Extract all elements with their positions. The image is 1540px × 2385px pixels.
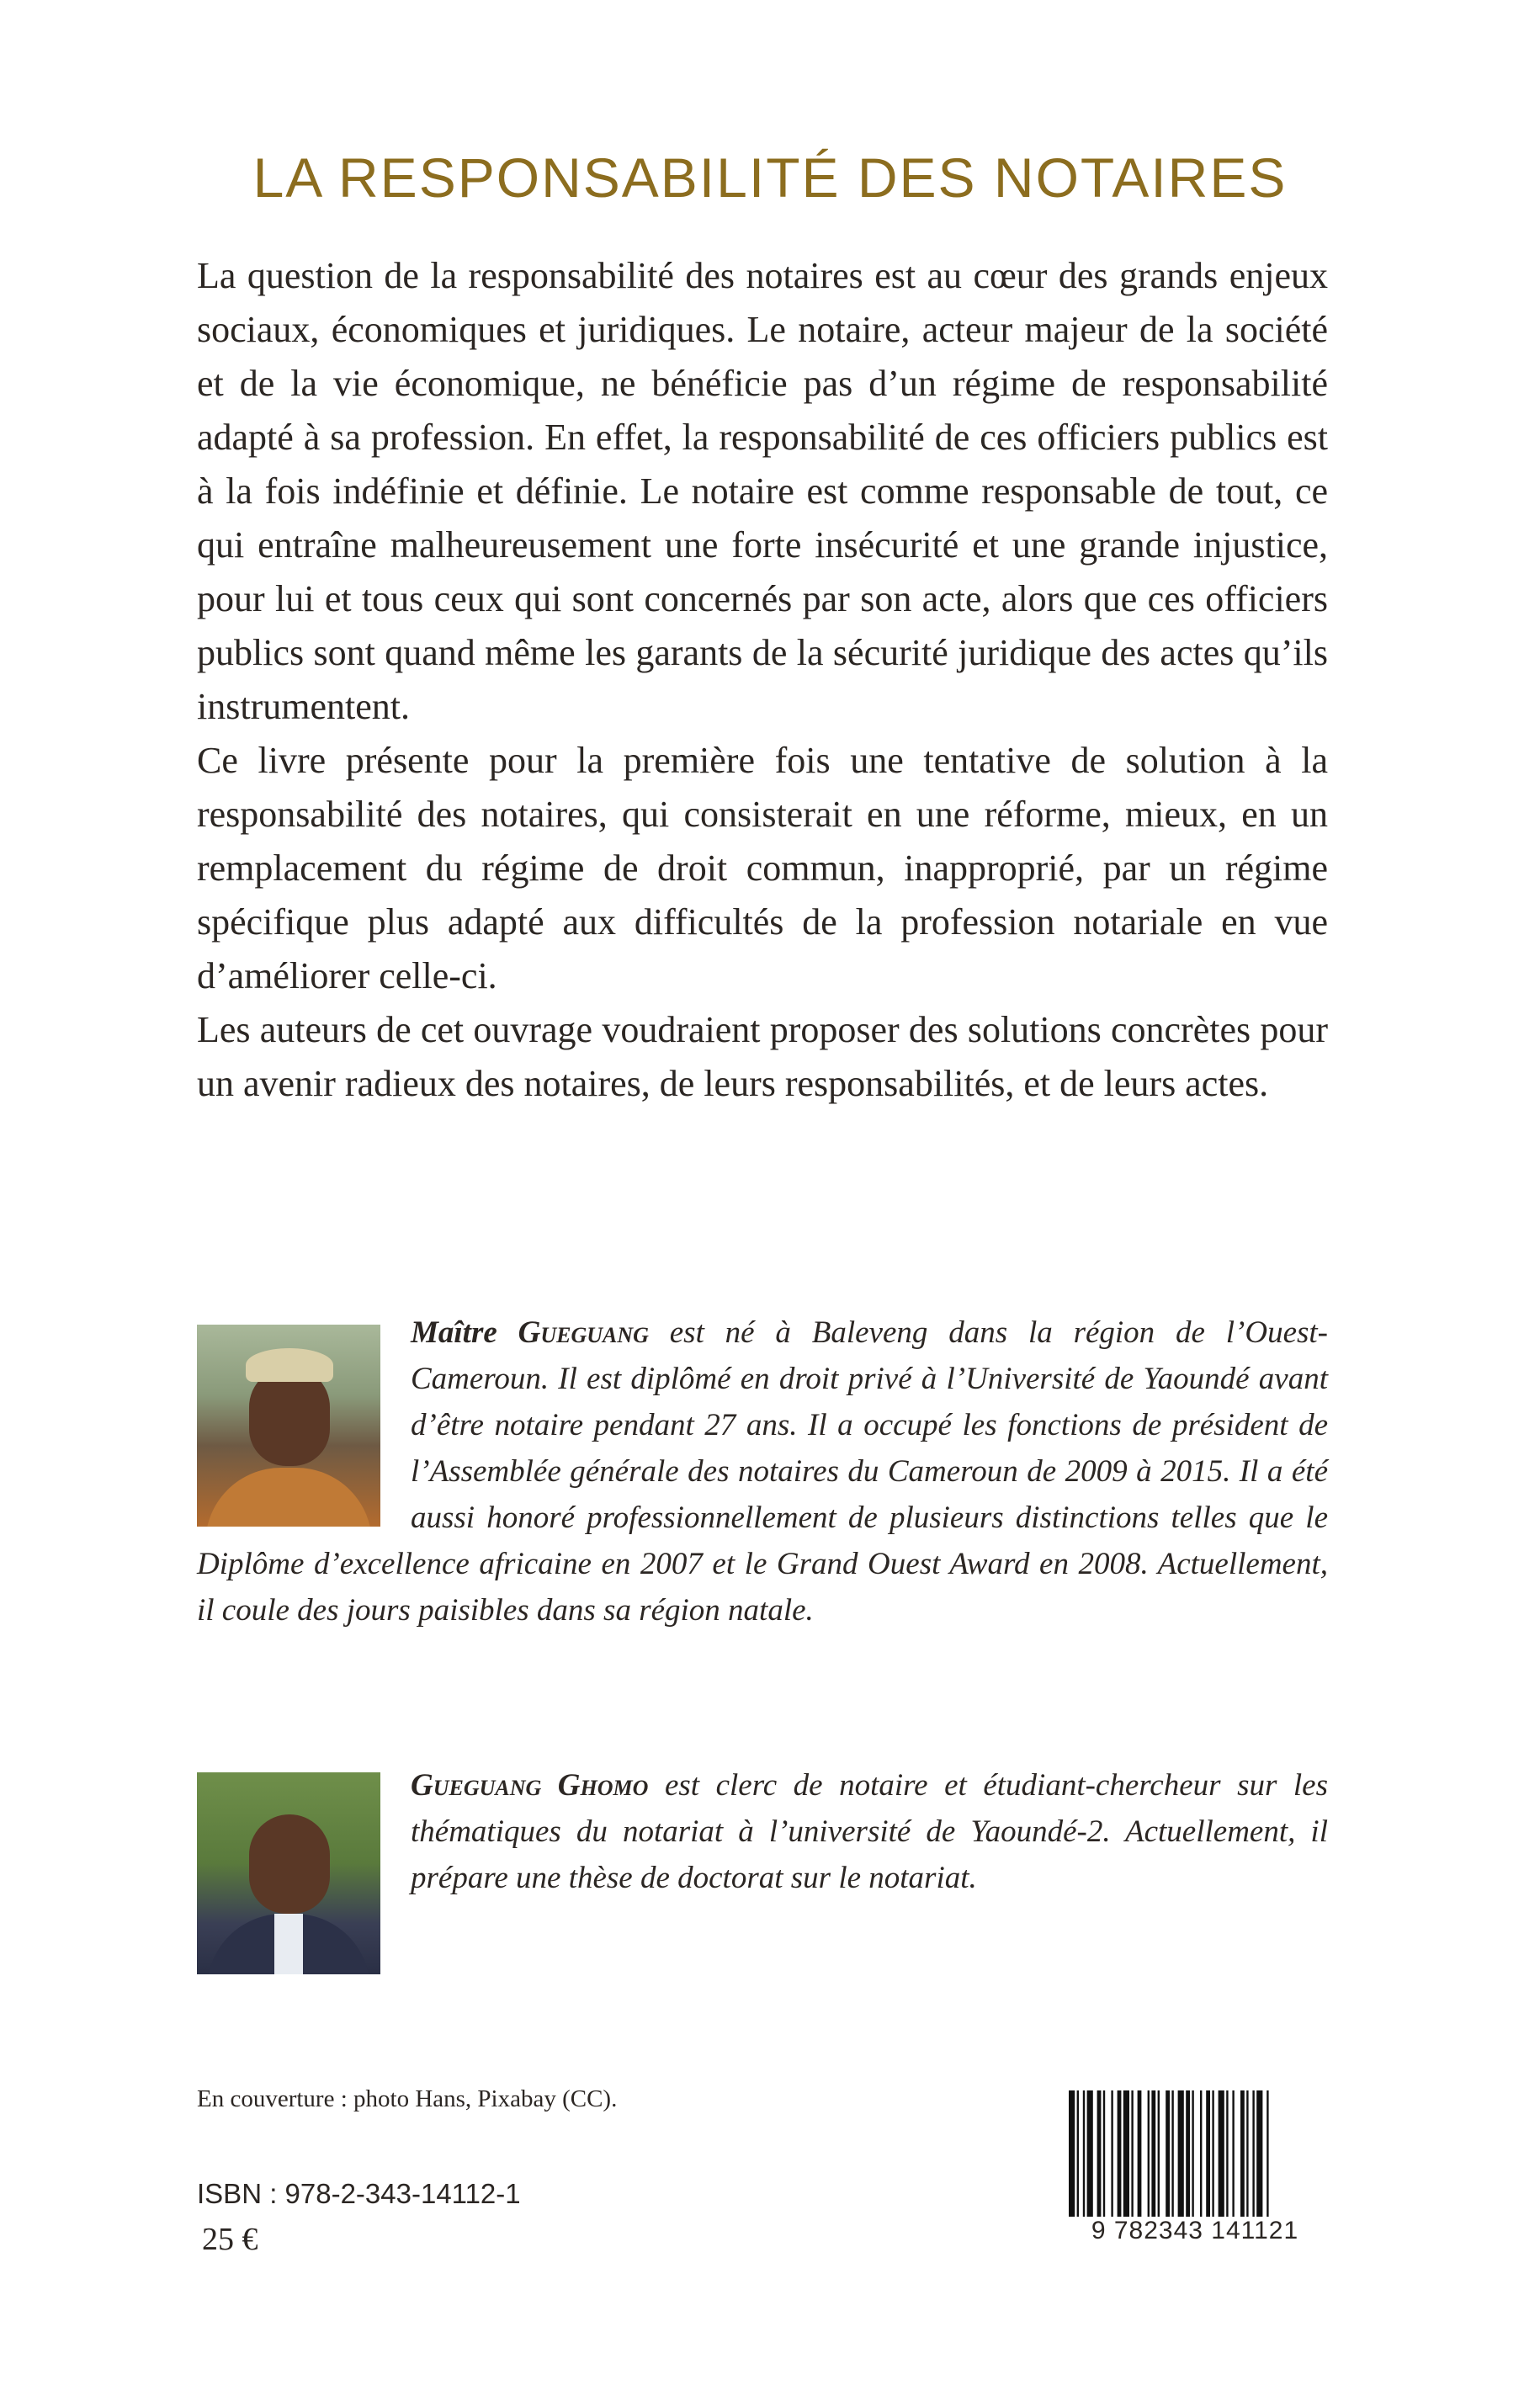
barcode	[1062, 2090, 1328, 2252]
blurb-paragraph-3: Les auteurs de cet ouvrage voudraient proposer des solutions concrètes pour un avenir radieux des notaires, de leurs responsabilités, et de leurs actes.	[197, 1009, 1328, 1104]
barcode-bar	[1123, 2090, 1129, 2217]
isbn: ISBN : 978-2-343-14112-1	[197, 2178, 521, 2209]
barcode-bar	[1151, 2090, 1155, 2217]
barcode-bar	[1219, 2090, 1224, 2217]
barcode-bar	[1166, 2090, 1170, 2217]
barcode-bar	[1232, 2090, 1234, 2217]
barcode-bar	[1111, 2090, 1113, 2217]
barcode-bar	[1267, 2090, 1268, 2217]
author-photo-2	[197, 1772, 380, 1974]
author-1-prefix: Maître	[411, 1315, 518, 1350]
back-cover-blurb	[197, 249, 1328, 1111]
cover-credit: En couverture : photo Hans, Pixabay (CC).	[197, 2085, 618, 2112]
author-1-bio-text: est né à Baleveng dans la région de l’Ouest-Cameroun. Il est diplômé en droit privé à l’Université de Yaoundé avant d’être notaire pendant 27 ans. Il a occupé les fonctions de président de l’Assemblée générale des notaires du Cameroun de 2009 à 2015. Il a été aussi honoré professionnellement de plusieurs distinctions telles que le Diplôme d’excellence africaine en 2007 et le Grand Ouest Award en 2008. Actuellement, il coule des jours paisibles dans sa région natale.	[197, 1315, 1329, 1628]
barcode-bar	[1186, 2090, 1190, 2217]
author-1-name: Gueguang	[518, 1315, 649, 1350]
barcode-bar	[1069, 2090, 1075, 2217]
barcode-bar	[1087, 2090, 1093, 2217]
barcode-bar	[1240, 2090, 1245, 2217]
barcode-bar	[1131, 2090, 1133, 2217]
barcode-bar	[1246, 2090, 1248, 2217]
barcode-bar	[1103, 2090, 1105, 2217]
barcode-bar	[1252, 2090, 1254, 2217]
barcode-bar	[1206, 2090, 1210, 2217]
barcode-bar	[1192, 2090, 1193, 2217]
barcode-bars	[1062, 2090, 1328, 2217]
barcode-bar	[1256, 2090, 1262, 2217]
barcode-number: 9 782343 141121	[1062, 2218, 1328, 2244]
author-bio-1	[197, 1309, 1328, 1633]
blurb-paragraph-1: La question de la responsabilité des notaires est au cœur des grands enjeux sociaux, économiques et juridiques. Le notaire, acteur majeur de la société et de la vie économique, ne bénéficie pas d’un régime de responsabilité adapté à sa profession. En effet, la responsabilité de ces officiers publics est à la fois indéfinie et définie. Le notaire est comme responsable de tout, ce qui entraîne malheureusement une forte insécurité et une grande injustice, pour lui et tous ceux qui sont concernés par son acte, alors que ces officiers publics sont quand même les garants de la sécurité juridique des actes qu’ils instrumentent.	[197, 255, 1328, 727]
barcode-bar	[1118, 2090, 1122, 2217]
barcode-bar	[1083, 2090, 1085, 2217]
barcode-bar	[1148, 2090, 1150, 2217]
barcode-bar	[1097, 2090, 1102, 2217]
author-bio-2	[197, 1762, 1328, 1981]
author-2-bio-text: est clerc de notaire et étudiant-chercheur sur les thématiques du notariat à l’université de Yaoundé-2. Actuellement, il prépare une thèse de doctorat sur le notariat.	[411, 1768, 1328, 1895]
price: 25 €	[202, 2222, 258, 2257]
barcode-bar	[1158, 2090, 1160, 2217]
barcode-bar	[1077, 2090, 1079, 2217]
author-photo-1	[197, 1325, 380, 1527]
barcode-bar	[1212, 2090, 1213, 2217]
barcode-bar	[1226, 2090, 1228, 2217]
barcode-bar	[1200, 2090, 1202, 2217]
barcode-bar	[1178, 2090, 1184, 2217]
barcode-bar	[1171, 2090, 1173, 2217]
book-title: LA RESPONSABILITÉ DES NOTAIRES	[252, 146, 1288, 209]
author-2-name: Gueguang Ghomo	[411, 1768, 649, 1803]
barcode-bar	[1138, 2090, 1142, 2217]
blurb-paragraph-2: Ce livre présente pour la première fois une tentative de solution à la responsabilité des notaires, qui consisterait en une réforme, mieux, en un remplacement du régime de droit commun, inapproprié, par un régime spécifique plus adapté aux difficultés de la profession notariale en vue d’améliorer celle-ci.	[197, 740, 1328, 996]
